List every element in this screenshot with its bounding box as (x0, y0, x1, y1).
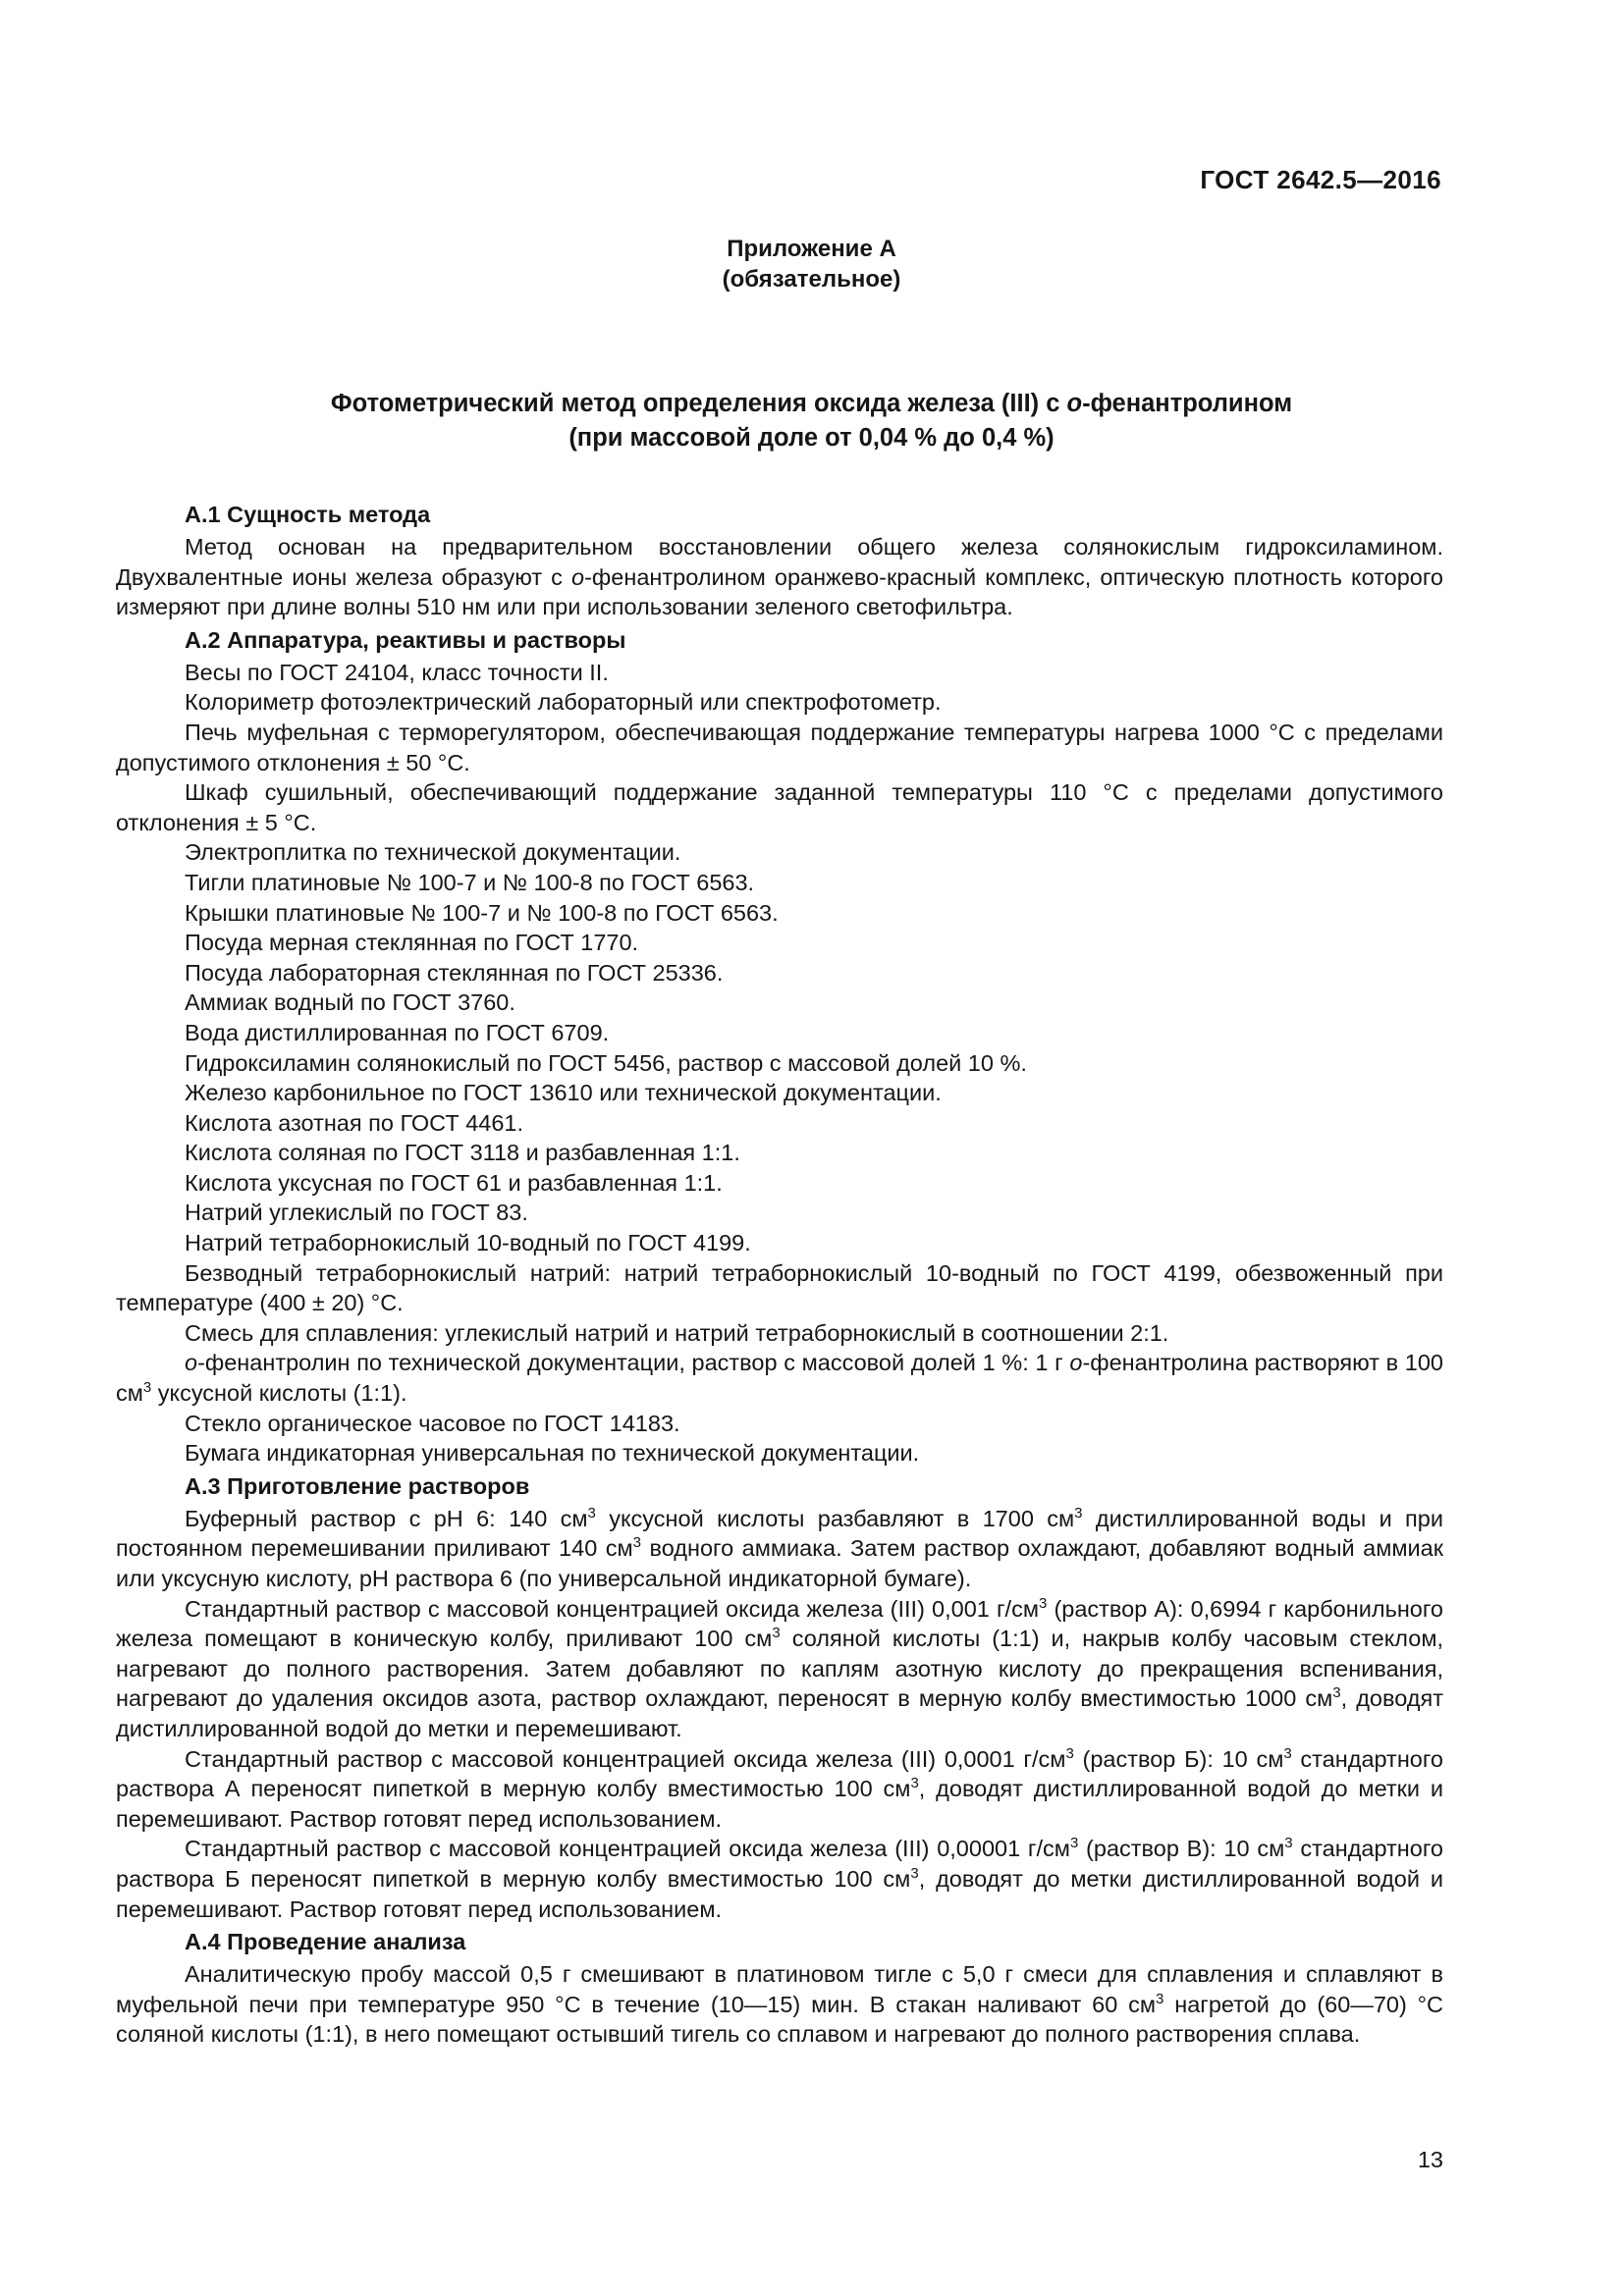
superscript: 3 (1065, 1744, 1074, 1762)
list-item: Электроплитка по технической документации. (185, 839, 681, 866)
text: -фенантролина растворяют в 100 см (116, 1350, 1443, 1407)
text: нагретой до (60—70) °С соляной кислоты (1:1), в него помещают остывший тигель со сплавом и нагревают до полного растворения сплава. (116, 1991, 1443, 2048)
text: дистиллированной воды и при постоянном перемешивании приливают 140 см (116, 1505, 1443, 1562)
list-item: Стекло органическое часовое по ГОСТ 14183. (185, 1410, 680, 1436)
superscript: 3 (772, 1625, 781, 1642)
list-item: Кислота уксусная по ГОСТ 61 и разбавленная 1:1. (185, 1169, 723, 1196)
paragraph: Шкаф сушильный, обеспечивающий поддержание заданной температуры 110 °С с пределами допустимого отклонения ± 5 °С. (116, 779, 1443, 835)
list-item: Посуда мерная стеклянная по ГОСТ 1770. (185, 930, 639, 956)
text: Метод основан на предварительном восстановлении общего железа солянокислым гидроксиламином. Двухвалентные ионы железа образуют с (116, 534, 1443, 590)
superscript: 3 (1038, 1594, 1048, 1612)
text: , доводят до метки дистиллированной водой и перемешивают. Раствор готовят перед использованием. (116, 1865, 1443, 1922)
list-item: Аммиак водный по ГОСТ 3760. (185, 989, 515, 1016)
paragraph (116, 1348, 1443, 1408)
text: , доводят дистиллированной водой до метки и перемешивают. (116, 1685, 1443, 1741)
text: уксусной кислоты (1:1). (151, 1380, 407, 1407)
method-title-line2: (при массовой доле от 0,04 % до 0,4 %) (568, 424, 1055, 452)
superscript: 3 (910, 1775, 919, 1792)
page-number: 13 (1417, 2147, 1443, 2172)
superscript: 3 (910, 1864, 919, 1882)
list-item: Кислота азотная по ГОСТ 4461. (185, 1109, 524, 1136)
annex-title: Приложение А (727, 236, 896, 262)
list-item: Тигли платиновые № 100-7 и № 100-8 по ГОСТ 6563. (185, 869, 755, 895)
text: уксусной кислоты разбавляют в 1700 см (595, 1505, 1075, 1531)
document-code: ГОСТ 2642.5—2016 (1200, 165, 1441, 194)
superscript: 3 (1284, 1835, 1293, 1852)
superscript: 3 (587, 1504, 596, 1522)
paragraph (116, 532, 1443, 622)
paragraph (116, 1744, 1443, 1835)
list-item: Крышки платиновые № 100-7 и № 100-8 по ГОСТ 6563. (185, 899, 779, 926)
list-item: Колориметр фотоэлектрический лабораторный или спектрофотометр. (185, 689, 942, 716)
superscript: 3 (1332, 1684, 1341, 1702)
paragraph (116, 1594, 1443, 1744)
text: Стандартный раствор с массовой концентрацией оксида железа (III) 0,001 г/см (185, 1595, 1039, 1622)
italic-text: о (1069, 1350, 1083, 1376)
list-item: Весы по ГОСТ 24104, класс точности II. (185, 659, 609, 685)
text: (раствор В): 10 см (1078, 1836, 1285, 1862)
italic-text: о (185, 1350, 198, 1376)
title-italic: о (1066, 390, 1083, 417)
paragraph (116, 1834, 1443, 1924)
section-heading-a2: А.2 Аппаратура, реактивы и растворы (185, 626, 626, 653)
superscript: 3 (1069, 1835, 1079, 1852)
text: соляной кислоты (1:1) и, накрыв колбу часовым стеклом, нагревают до полного растворения. Затем добавляют по каплям азотную кислоту до прекращения вспенивания, нагревают до удаления оксидов азота, раствор охлаждают, переносят в мерную колбу вместимостью 1000 см (116, 1626, 1443, 1712)
text: -фенантролин по технической документации, раствор с массовой долей 1 %: 1 г (197, 1350, 1070, 1376)
superscript: 3 (1074, 1504, 1083, 1522)
section-heading-a1: А.1 Сущность метода (185, 502, 431, 527)
paragraph (116, 1959, 1443, 2050)
text: Аналитическую пробу массой 0,5 г смешивают в платиновом тигле с 5,0 г смеси для сплавления и сплавляют в муфельной печи при температуре 950 °С в течение (10—15) мин. В стакан наливают 60 см (116, 1961, 1443, 2017)
paragraph (116, 1504, 1443, 1594)
title-text: -фенантролином (1082, 390, 1293, 417)
document-body (116, 497, 1443, 2050)
list-item: Кислота соляная по ГОСТ 3118 и разбавленная 1:1. (185, 1140, 740, 1166)
list-item: Натрий тетраборнокислый 10-водный по ГОСТ 4199. (185, 1230, 751, 1256)
superscript: 3 (632, 1534, 641, 1552)
text: Стандартный раствор с массовой концентрацией оксида железа (III) 0,00001 г/см (185, 1836, 1070, 1862)
list-item: Смесь для сплавления: углекислый натрий и натрий тетраборнокислый в соотношении 2:1. (185, 1319, 1169, 1346)
paragraph: Безводный тетраборнокислый натрий: натрий тетраборнокислый 10-водный по ГОСТ 4199, обезвоженный при температуре (400 ± 20) °С. (116, 1259, 1443, 1316)
text: стандартного раствора Б переносят пипеткой в мерную колбу вместимостью 100 см (116, 1836, 1443, 1892)
text: (раствор А): 0,6994 г карбонильного железа помещают в коническую колбу, приливают 100 см (116, 1595, 1443, 1652)
list-item: Бумага индикаторная универсальная по технической документации. (185, 1440, 920, 1467)
list-item: Натрий углекислый по ГОСТ 83. (185, 1200, 528, 1226)
text: -фенантролином оранжево-красный комплекс, оптическую плотность которого измеряют при длине волны 510 нм или при использовании зеленого светофильтра. (116, 563, 1443, 620)
list-item: Железо карбонильное по ГОСТ 13610 или технической документации. (185, 1080, 942, 1106)
text: Буферный раствор с рН 6: 140 см (185, 1505, 588, 1531)
section-heading-a3: А.3 Приготовление растворов (185, 1472, 530, 1499)
superscript: 3 (142, 1379, 152, 1397)
method-title-line1 (0, 387, 1623, 421)
superscript: 3 (1283, 1744, 1292, 1762)
paragraph: Печь муфельная с терморегулятором, обеспечивающая поддержание температуры нагрева 1000 °С с пределами допустимого отклонения ± 50 °С. (116, 719, 1443, 775)
italic-text: о (571, 563, 585, 590)
title-text: Фотометрический метод определения оксида железа (III) с (330, 390, 1067, 417)
annex-label (0, 234, 1623, 294)
text: водного аммиака. Затем раствор охлаждают, добавляют водный аммиак или уксусную кислоту, рН раствора 6 (по универсальной индикаторной бумаге). (116, 1535, 1443, 1591)
superscript: 3 (1156, 1990, 1164, 2007)
annex-status: (обязательное) (722, 266, 901, 293)
text: Стандартный раствор с массовой концентрацией оксида железа (III) 0,0001 г/см (185, 1745, 1066, 1772)
list-item: Вода дистиллированная по ГОСТ 6709. (185, 1019, 610, 1045)
list-item: Посуда лабораторная стеклянная по ГОСТ 25336. (185, 959, 724, 986)
method-title (0, 387, 1623, 455)
section-heading-a4: А.4 Проведение анализа (185, 1929, 466, 1955)
text: , доводят дистиллированной водой до метки и перемешивают. Раствор готовят перед использованием. (116, 1776, 1444, 1832)
text: (раствор Б): 10 см (1073, 1745, 1284, 1772)
text: стандартного раствора А переносят пипеткой в мерную колбу вместимостью 100 см (116, 1745, 1443, 1802)
list-item: Гидроксиламин солянокислый по ГОСТ 5456, раствор с массовой долей 10 %. (185, 1049, 1027, 1076)
